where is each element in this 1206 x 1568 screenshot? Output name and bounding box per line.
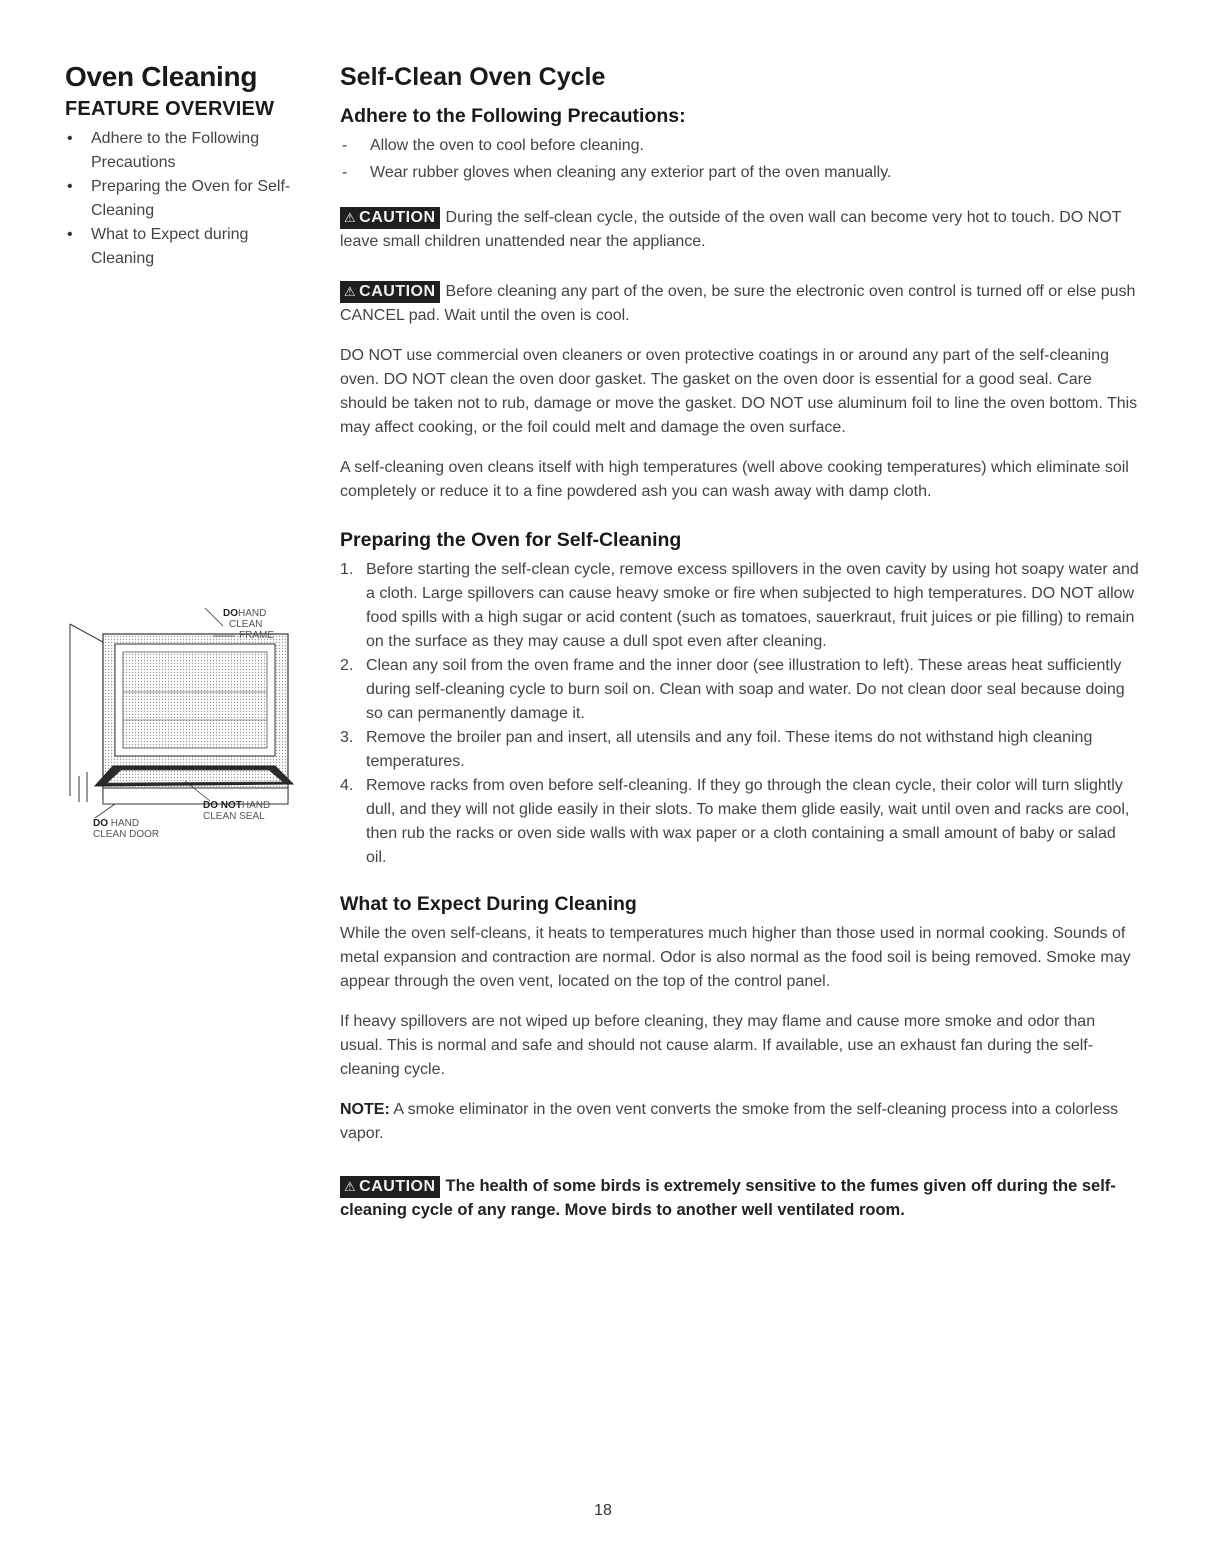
preparing-steps-list xyxy=(340,558,1140,870)
page-title: Self-Clean Oven Cycle xyxy=(340,63,606,91)
sidebar xyxy=(65,60,315,271)
preparing-heading: Preparing the Oven for Self-Cleaning xyxy=(340,529,682,551)
preparing-step: 1. Before starting the self-clean cycle, remove excess spillovers in the oven cavity by using hot soapy water and a cloth. Large spillovers can cause heavy smoke or fire when subjected to high temperatures. DO NOT allow food spills with a high sugar or acid content (such as tomatoes, sauerkraut, fruit juices or pie filling) to remain on the surface as they may cause a dull spot even after cleaning. xyxy=(340,561,1139,650)
label-do-hand-clean-frame: DOHAND CLEAN FRAME xyxy=(223,608,274,641)
feature-overview-heading: FEATURE OVERVIEW xyxy=(65,98,275,120)
overview-item: • What to Expect during Cleaning xyxy=(65,223,315,271)
oven-cleaning-illustration xyxy=(65,596,305,856)
oven-cleaner-warning-paragraph: DO NOT use commercial oven cleaners or oven protective coatings in or around any part of the self-cleaning oven. DO NOT clean the oven door gasket. The gasket on the oven door is essential for a good seal. Care should be taken not to rub, damage or move the gasket. DO NOT use aluminum foil to line the oven bottom. This may affect cooking, or the foil could melt and damage the oven surface. xyxy=(340,347,1138,436)
caution-badge: ⚠ CAUTION xyxy=(340,1176,440,1198)
warning-triangle-icon: ⚠ xyxy=(344,1179,357,1194)
main-content xyxy=(340,60,1140,1239)
preparing-step: 3. Remove the broiler pan and insert, all utensils and any foil. These items do not withstand high cleaning temperatures. xyxy=(340,729,1093,770)
spillover-paragraph: If heavy spillovers are not wiped up before cleaning, they may flame and cause more smoke and odor than usual. This is normal and safe and should not cause alarm. If available, use an exhaust fan during the self-cleaning cycle. xyxy=(340,1013,1096,1078)
caution-paragraph: ⚠ CAUTION Before cleaning any part of the oven, be sure the electronic oven control is turned off or else push CANCEL pad. Wait until the oven is cool. xyxy=(340,283,1136,324)
expect-paragraph: While the oven self-cleans, it heats to temperatures much higher than those used in normal cooking. Sounds of metal expansion and contraction are normal. Odor is also normal as the food soil is being removed. Smoke may appear through the oven vent, located on the top of the control panel. xyxy=(340,925,1131,990)
preparing-step: 4. Remove racks from oven before self-cleaning. If they go through the clean cycle, their color will turn slightly dull, and they will not glide easily in their slots. To make them glide easily, wait until oven and racks are cool, then rub the racks or oven side walls with wax paper or a cloth containing a small amount of baby or salad oil. xyxy=(340,777,1130,866)
preparing-step: 2. Clean any soil from the oven frame and the inner door (see illustration to left). These areas heat sufficiently during self-cleaning cycle to burn soil on. Clean with soap and water. Do not clean door seal because doing so can permanently damage it. xyxy=(340,657,1125,722)
page-number: 18 xyxy=(594,1502,612,1519)
bird-caution-paragraph: ⚠ CAUTION The health of some birds is extremely sensitive to the fumes given off during the self-cleaning cycle of any range. Move birds to another well ventilated room. xyxy=(340,1177,1116,1219)
self-clean-explanation-paragraph: A self-cleaning oven cleans itself with high temperatures (well above cooking temperatures) which eliminate soil completely or reduce it to a fine powdered ash you can wash away with damp cloth. xyxy=(340,459,1129,500)
caution-badge: ⚠ CAUTION xyxy=(340,207,440,229)
caution-badge: ⚠ CAUTION xyxy=(340,281,440,303)
overview-item: • Preparing the Oven for Self-Cleaning xyxy=(65,175,315,223)
expect-heading: What to Expect During Cleaning xyxy=(340,893,637,915)
label-do-hand-clean-door: DO HAND CLEAN DOOR xyxy=(93,818,160,840)
precaution-item: - Allow the oven to cool before cleaning. xyxy=(340,132,1140,159)
feature-overview-list xyxy=(65,127,315,271)
precautions-list xyxy=(340,132,1140,186)
warning-triangle-icon: ⚠ xyxy=(344,284,357,299)
overview-item: • Adhere to the Following Precautions xyxy=(65,127,315,175)
section-title: Oven Cleaning xyxy=(65,61,258,92)
warning-triangle-icon: ⚠ xyxy=(344,210,357,225)
precautions-heading: Adhere to the Following Precautions: xyxy=(340,105,686,127)
label-do-not-hand-clean-seal: DO NOTHAND CLEAN SEAL xyxy=(203,800,271,822)
note-paragraph: NOTE: A smoke eliminator in the oven vent converts the smoke from the self-cleaning process into a colorless vapor. xyxy=(340,1101,1119,1142)
caution-paragraph: ⚠ CAUTION During the self-clean cycle, the outside of the oven wall can become very hot to touch. DO NOT leave small children unattended near the appliance. xyxy=(340,209,1122,250)
precaution-item: - Wear rubber gloves when cleaning any exterior part of the oven manually. xyxy=(340,159,1140,186)
